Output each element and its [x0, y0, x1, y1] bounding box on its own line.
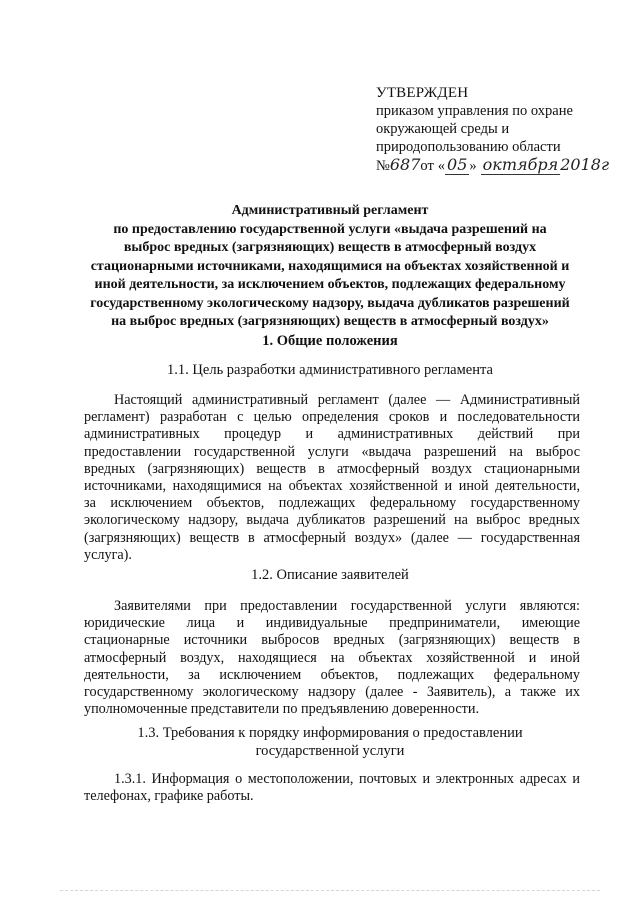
subsection-heading: 1.2. Описание заявителей	[251, 567, 409, 583]
paragraph-line: телефонах, графике работы.	[84, 788, 254, 805]
title-line: Административный регламент	[231, 203, 429, 218]
title-line: на выброс вредных (загрязняющих) веществ в атмосферный воздух»	[111, 314, 549, 329]
order-day: 05	[447, 155, 468, 174]
title-line: стационарными источниками, находящимися на объектах хозяйственной и	[90, 258, 570, 274]
title-line: иной деятельности, за исключением объектов, подлежащих федеральному	[94, 277, 566, 292]
scan-artifact-line	[60, 890, 600, 897]
title-line: по предоставлению государственной услуги «выдача разрешений на	[113, 221, 547, 237]
approval-line: окружающей среды и	[376, 121, 510, 137]
order-number-line	[376, 156, 626, 175]
number-sign: №	[376, 158, 390, 174]
paragraph-line: стационарные источники выбросов вредных (загрязняющих) веществ в	[84, 632, 580, 649]
subsection-heading-line: 1.3. Требования к порядку информирования о предоставлении	[137, 725, 523, 741]
quote-open: «	[437, 158, 446, 174]
paragraph-line: источниками, находящимися на объектах хозяйственной и иной деятельности,	[84, 477, 580, 494]
order-number: 687	[389, 155, 421, 174]
order-year: 2018г	[560, 155, 610, 174]
subsection-heading: 1.1. Цель разработки административного регламента	[167, 362, 493, 378]
approval-stamp	[376, 84, 626, 175]
paragraph-purpose	[84, 392, 580, 564]
from-label: от	[420, 158, 434, 174]
subsection-heading-line: государственной услуги	[255, 743, 405, 759]
subsection-heading	[60, 724, 600, 760]
section-heading: 1. Общие положения	[262, 333, 398, 349]
paragraph-line: регламент) разработан с целью определения сроков и последовательности	[84, 409, 580, 426]
document-title	[60, 202, 600, 332]
paragraph-information	[84, 771, 580, 805]
paragraph-applicants	[84, 598, 580, 718]
paragraph-line: юридические лица и индивидуальные предприниматели, имеющие	[84, 615, 580, 632]
paragraph-line: предоставлении государственной услуги «выдача разрешений на выброс	[84, 443, 580, 460]
paragraph-line: услуга).	[84, 546, 132, 563]
order-month: октября	[482, 155, 559, 174]
approval-line: приказом управления по охране	[376, 103, 573, 119]
paragraph-line: деятельности, за исключением объектов, подлежащих федеральному	[84, 666, 580, 683]
paragraph-line: атмосферный воздух, находящиеся на объектах хозяйственной и иной	[84, 649, 580, 666]
paragraph-line: уполномоченные представители по предъявлению доверенности.	[84, 701, 479, 718]
approval-heading: УТВЕРЖДЕН	[376, 85, 469, 101]
paragraph-line: 1.3.1. Информация о местоположении, почтовых и электронных адресах и	[114, 771, 580, 787]
approval-line: природопользованию области	[376, 139, 561, 155]
paragraph-line: Заявителями при предоставлении государственной услуги являются:	[114, 598, 580, 614]
paragraph-line: (загрязняющих) веществ в атмосферный воздух» (далее — государственная	[84, 529, 580, 546]
paragraph-line: вредных (загрязняющих) веществ в атмосферный воздух стационарными	[84, 460, 580, 477]
paragraph-line: административных процедур и административных действий при	[84, 426, 580, 443]
quote-close: »	[469, 158, 477, 174]
title-line: выброс вредных (загрязняющих) веществ в атмосферный воздух	[123, 240, 537, 255]
paragraph-line: экологическому надзору, выдача дубликатов разрешений на выброс вредных	[84, 512, 580, 529]
paragraph-line: за исключением объектов, подлежащих федеральному государственному	[84, 495, 580, 512]
paragraph-line: государственному экологическому надзору (далее - Заявитель), а также их	[84, 683, 580, 700]
paragraph-line: Настоящий административный регламент (далее — Административный	[114, 392, 580, 408]
title-line: государственному экологическому надзору, выдача дубликатов разрешений	[90, 295, 570, 311]
